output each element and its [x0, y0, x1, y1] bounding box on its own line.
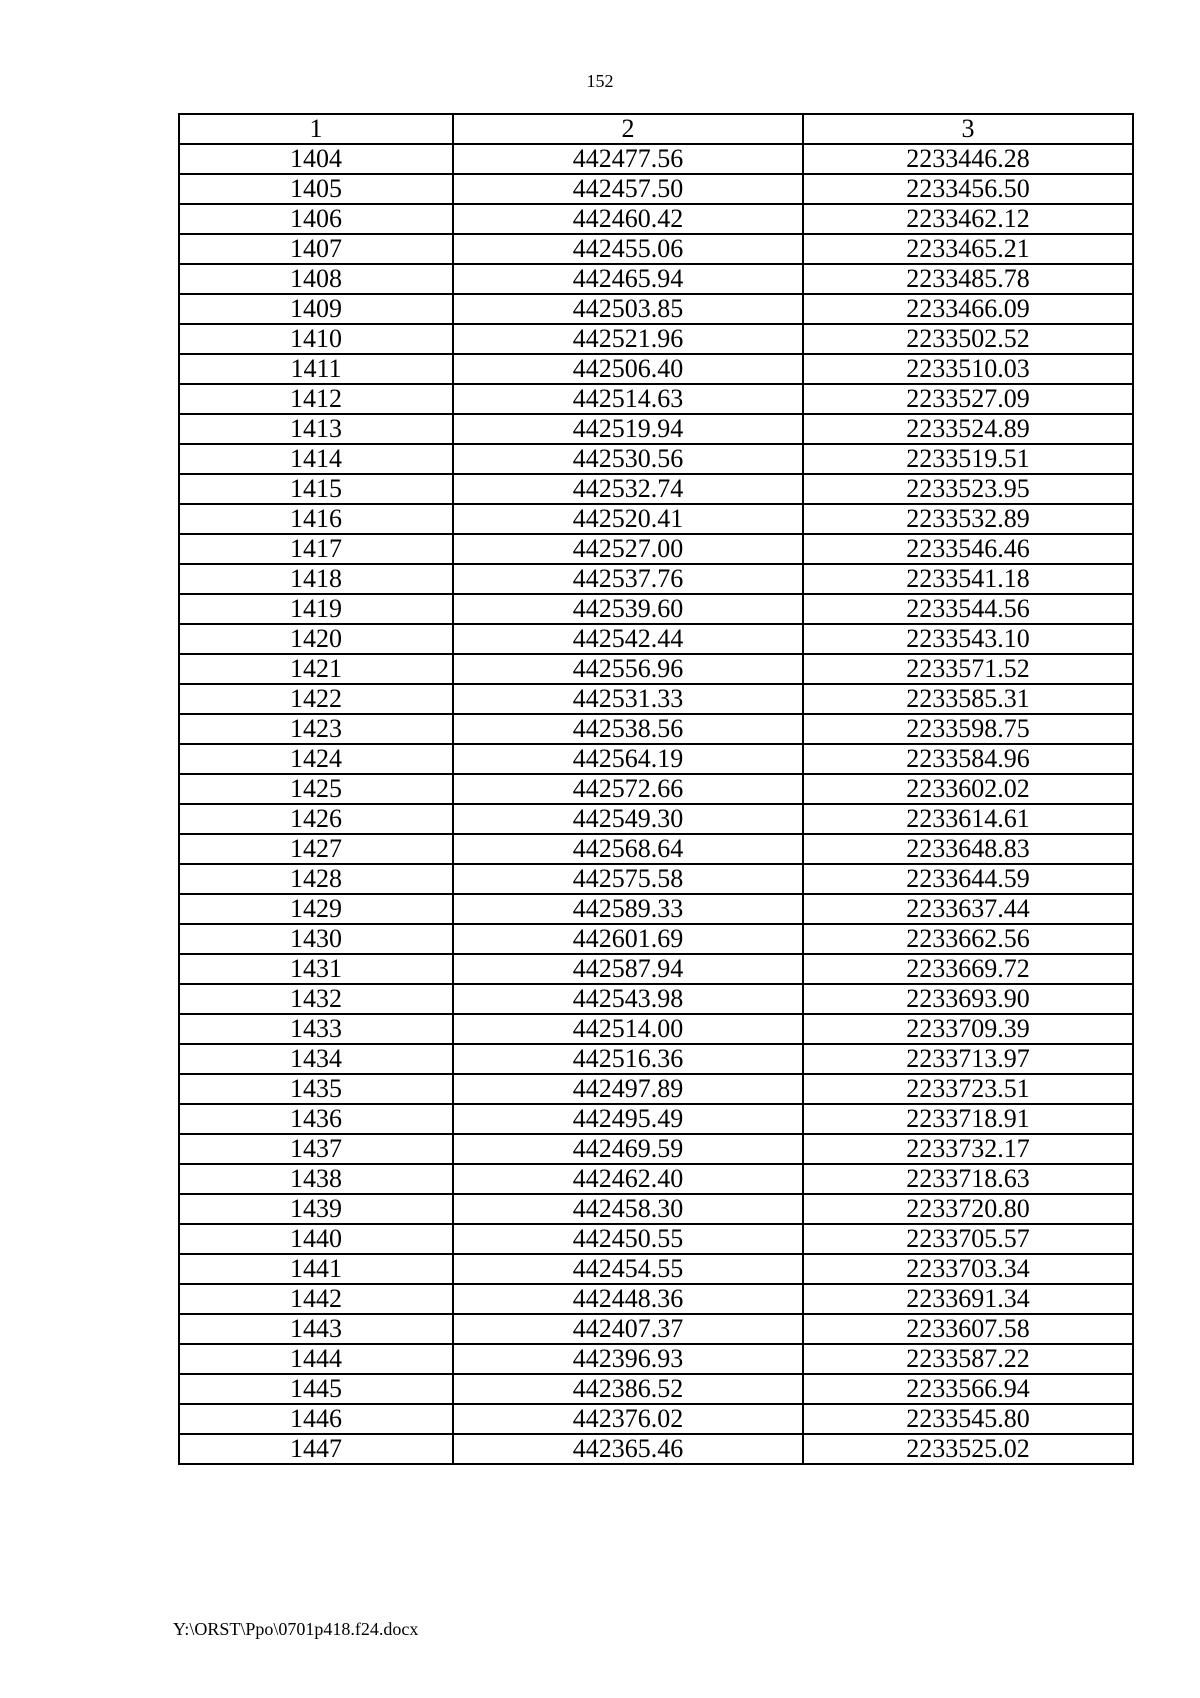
x-coordinate-cell: 442506.40 [453, 354, 803, 384]
table-row [179, 564, 1133, 594]
y-coordinate-cell: 2233571.52 [803, 654, 1133, 684]
point-number-cell: 1436 [179, 1104, 453, 1134]
point-number-cell: 1429 [179, 894, 453, 924]
y-coordinate-cell: 2233723.51 [803, 1074, 1133, 1104]
y-coordinate-cell: 2233585.31 [803, 684, 1133, 714]
point-number-cell: 1417 [179, 534, 453, 564]
table-row [179, 834, 1133, 864]
point-number-cell: 1413 [179, 414, 453, 444]
y-coordinate-cell: 2233465.21 [803, 234, 1133, 264]
x-coordinate-cell: 442542.44 [453, 624, 803, 654]
x-coordinate-cell: 442458.30 [453, 1194, 803, 1224]
table-row [179, 174, 1133, 204]
x-coordinate-cell: 442514.00 [453, 1014, 803, 1044]
point-number-cell: 1447 [179, 1434, 453, 1464]
page-number: 152 [586, 71, 614, 91]
y-coordinate-cell: 2233691.34 [803, 1284, 1133, 1314]
point-number-cell: 1443 [179, 1314, 453, 1344]
y-coordinate-cell: 2233502.52 [803, 324, 1133, 354]
table-row [179, 534, 1133, 564]
x-coordinate-cell: 442537.76 [453, 564, 803, 594]
point-number-cell: 1444 [179, 1344, 453, 1374]
y-coordinate-cell: 2233732.17 [803, 1134, 1133, 1164]
point-number-cell: 1446 [179, 1404, 453, 1434]
table-row [179, 1014, 1133, 1044]
x-coordinate-cell: 442521.96 [453, 324, 803, 354]
table-row [179, 144, 1133, 174]
table-row [179, 984, 1133, 1014]
x-coordinate-cell: 442568.64 [453, 834, 803, 864]
x-coordinate-cell: 442549.30 [453, 804, 803, 834]
y-coordinate-cell: 2233607.58 [803, 1314, 1133, 1344]
table-row [179, 1254, 1133, 1284]
y-coordinate-cell: 2233543.10 [803, 624, 1133, 654]
table-row [179, 204, 1133, 234]
x-coordinate-cell: 442407.37 [453, 1314, 803, 1344]
table-header-row [179, 114, 1133, 144]
point-number-cell: 1416 [179, 504, 453, 534]
point-number-cell: 1410 [179, 324, 453, 354]
point-number-cell: 1420 [179, 624, 453, 654]
table-row [179, 864, 1133, 894]
table-header [179, 114, 1133, 144]
y-coordinate-cell: 2233662.56 [803, 924, 1133, 954]
y-coordinate-cell: 2233485.78 [803, 264, 1133, 294]
x-coordinate-cell: 442520.41 [453, 504, 803, 534]
y-coordinate-cell: 2233669.72 [803, 954, 1133, 984]
table-row [179, 234, 1133, 264]
point-number-cell: 1431 [179, 954, 453, 984]
x-coordinate-cell: 442469.59 [453, 1134, 803, 1164]
x-coordinate-cell: 442462.40 [453, 1164, 803, 1194]
y-coordinate-cell: 2233718.91 [803, 1104, 1133, 1134]
point-number-cell: 1409 [179, 294, 453, 324]
point-number-cell: 1442 [179, 1284, 453, 1314]
y-coordinate-cell: 2233644.59 [803, 864, 1133, 894]
point-number-cell: 1407 [179, 234, 453, 264]
x-coordinate-cell: 442465.94 [453, 264, 803, 294]
table-row [179, 474, 1133, 504]
x-coordinate-cell: 442495.49 [453, 1104, 803, 1134]
x-coordinate-cell: 442365.46 [453, 1434, 803, 1464]
y-coordinate-cell: 2233637.44 [803, 894, 1133, 924]
point-number-cell: 1437 [179, 1134, 453, 1164]
x-coordinate-cell: 442564.19 [453, 744, 803, 774]
table-row [179, 264, 1133, 294]
table-row [179, 1224, 1133, 1254]
y-coordinate-cell: 2233527.09 [803, 384, 1133, 414]
x-coordinate-cell: 442460.42 [453, 204, 803, 234]
y-coordinate-cell: 2233713.97 [803, 1044, 1133, 1074]
y-coordinate-cell: 2233718.63 [803, 1164, 1133, 1194]
y-coordinate-cell: 2233705.57 [803, 1224, 1133, 1254]
x-coordinate-cell: 442532.74 [453, 474, 803, 504]
table-row [179, 1194, 1133, 1224]
y-coordinate-cell: 2233510.03 [803, 354, 1133, 384]
point-number-cell: 1412 [179, 384, 453, 414]
x-coordinate-cell: 442575.58 [453, 864, 803, 894]
y-coordinate-cell: 2233446.28 [803, 144, 1133, 174]
point-number-cell: 1432 [179, 984, 453, 1014]
x-coordinate-cell: 442448.36 [453, 1284, 803, 1314]
point-number-cell: 1428 [179, 864, 453, 894]
point-number-cell: 1408 [179, 264, 453, 294]
header-cell-2: 2 [453, 114, 803, 144]
table-row [179, 804, 1133, 834]
point-number-cell: 1434 [179, 1044, 453, 1074]
y-coordinate-cell: 2233532.89 [803, 504, 1133, 534]
y-coordinate-cell: 2233703.34 [803, 1254, 1133, 1284]
point-number-cell: 1426 [179, 804, 453, 834]
point-number-cell: 1440 [179, 1224, 453, 1254]
y-coordinate-cell: 2233544.56 [803, 594, 1133, 624]
table-row [179, 294, 1133, 324]
table-row [179, 1044, 1133, 1074]
y-coordinate-cell: 2233648.83 [803, 834, 1133, 864]
y-coordinate-cell: 2233602.02 [803, 774, 1133, 804]
x-coordinate-cell: 442477.56 [453, 144, 803, 174]
y-coordinate-cell: 2233519.51 [803, 444, 1133, 474]
y-coordinate-cell: 2233523.95 [803, 474, 1133, 504]
table-row [179, 324, 1133, 354]
table-row [179, 414, 1133, 444]
table-row [179, 1164, 1133, 1194]
y-coordinate-cell: 2233541.18 [803, 564, 1133, 594]
table-row [179, 774, 1133, 804]
point-number-cell: 1418 [179, 564, 453, 594]
y-coordinate-cell: 2233546.46 [803, 534, 1133, 564]
x-coordinate-cell: 442543.98 [453, 984, 803, 1014]
x-coordinate-cell: 442457.50 [453, 174, 803, 204]
table-row [179, 1104, 1133, 1134]
header-cell-1: 1 [179, 114, 453, 144]
y-coordinate-cell: 2233566.94 [803, 1374, 1133, 1404]
x-coordinate-cell: 442531.33 [453, 684, 803, 714]
point-number-cell: 1433 [179, 1014, 453, 1044]
x-coordinate-cell: 442386.52 [453, 1374, 803, 1404]
table-row [179, 1404, 1133, 1434]
table-row [179, 594, 1133, 624]
x-coordinate-cell: 442589.33 [453, 894, 803, 924]
table-row [179, 1074, 1133, 1104]
x-coordinate-cell: 442514.63 [453, 384, 803, 414]
x-coordinate-cell: 442601.69 [453, 924, 803, 954]
y-coordinate-cell: 2233462.12 [803, 204, 1133, 234]
table-row [179, 894, 1133, 924]
table-row [179, 1134, 1133, 1164]
x-coordinate-cell: 442530.56 [453, 444, 803, 474]
point-number-cell: 1421 [179, 654, 453, 684]
table-row [179, 684, 1133, 714]
y-coordinate-cell: 2233598.75 [803, 714, 1133, 744]
y-coordinate-cell: 2233720.80 [803, 1194, 1133, 1224]
x-coordinate-cell: 442527.00 [453, 534, 803, 564]
footer-file-path: Y:\ORST\Ppo\0701p418.f24.docx [173, 1619, 419, 1639]
table-row [179, 1344, 1133, 1374]
y-coordinate-cell: 2233614.61 [803, 804, 1133, 834]
point-number-cell: 1422 [179, 684, 453, 714]
y-coordinate-cell: 2233466.09 [803, 294, 1133, 324]
table-row [179, 714, 1133, 744]
point-number-cell: 1415 [179, 474, 453, 504]
coordinates-table [178, 113, 1134, 1465]
point-number-cell: 1424 [179, 744, 453, 774]
x-coordinate-cell: 442450.55 [453, 1224, 803, 1254]
y-coordinate-cell: 2233456.50 [803, 174, 1133, 204]
point-number-cell: 1435 [179, 1074, 453, 1104]
point-number-cell: 1405 [179, 174, 453, 204]
point-number-cell: 1430 [179, 924, 453, 954]
table-row [179, 444, 1133, 474]
x-coordinate-cell: 442519.94 [453, 414, 803, 444]
y-coordinate-cell: 2233525.02 [803, 1434, 1133, 1464]
x-coordinate-cell: 442556.96 [453, 654, 803, 684]
header-cell-3: 3 [803, 114, 1133, 144]
x-coordinate-cell: 442538.56 [453, 714, 803, 744]
x-coordinate-cell: 442376.02 [453, 1404, 803, 1434]
x-coordinate-cell: 442572.66 [453, 774, 803, 804]
table-row [179, 504, 1133, 534]
x-coordinate-cell: 442396.93 [453, 1344, 803, 1374]
table-row [179, 924, 1133, 954]
point-number-cell: 1427 [179, 834, 453, 864]
table-row [179, 654, 1133, 684]
point-number-cell: 1439 [179, 1194, 453, 1224]
table-row [179, 354, 1133, 384]
point-number-cell: 1414 [179, 444, 453, 474]
table-row [179, 1314, 1133, 1344]
y-coordinate-cell: 2233584.96 [803, 744, 1133, 774]
table-row [179, 1374, 1133, 1404]
x-coordinate-cell: 442503.85 [453, 294, 803, 324]
x-coordinate-cell: 442539.60 [453, 594, 803, 624]
table-row [179, 744, 1133, 774]
y-coordinate-cell: 2233545.80 [803, 1404, 1133, 1434]
table-row [179, 954, 1133, 984]
x-coordinate-cell: 442455.06 [453, 234, 803, 264]
table-row [179, 384, 1133, 414]
point-number-cell: 1423 [179, 714, 453, 744]
point-number-cell: 1441 [179, 1254, 453, 1284]
point-number-cell: 1411 [179, 354, 453, 384]
point-number-cell: 1425 [179, 774, 453, 804]
point-number-cell: 1438 [179, 1164, 453, 1194]
point-number-cell: 1419 [179, 594, 453, 624]
x-coordinate-cell: 442454.55 [453, 1254, 803, 1284]
x-coordinate-cell: 442497.89 [453, 1074, 803, 1104]
table-row [179, 624, 1133, 654]
y-coordinate-cell: 2233693.90 [803, 984, 1133, 1014]
y-coordinate-cell: 2233587.22 [803, 1344, 1133, 1374]
table-row [179, 1434, 1133, 1464]
point-number-cell: 1445 [179, 1374, 453, 1404]
x-coordinate-cell: 442587.94 [453, 954, 803, 984]
x-coordinate-cell: 442516.36 [453, 1044, 803, 1074]
table-row [179, 1284, 1133, 1314]
y-coordinate-cell: 2233524.89 [803, 414, 1133, 444]
table-body [179, 144, 1133, 1464]
point-number-cell: 1404 [179, 144, 453, 174]
y-coordinate-cell: 2233709.39 [803, 1014, 1133, 1044]
point-number-cell: 1406 [179, 204, 453, 234]
